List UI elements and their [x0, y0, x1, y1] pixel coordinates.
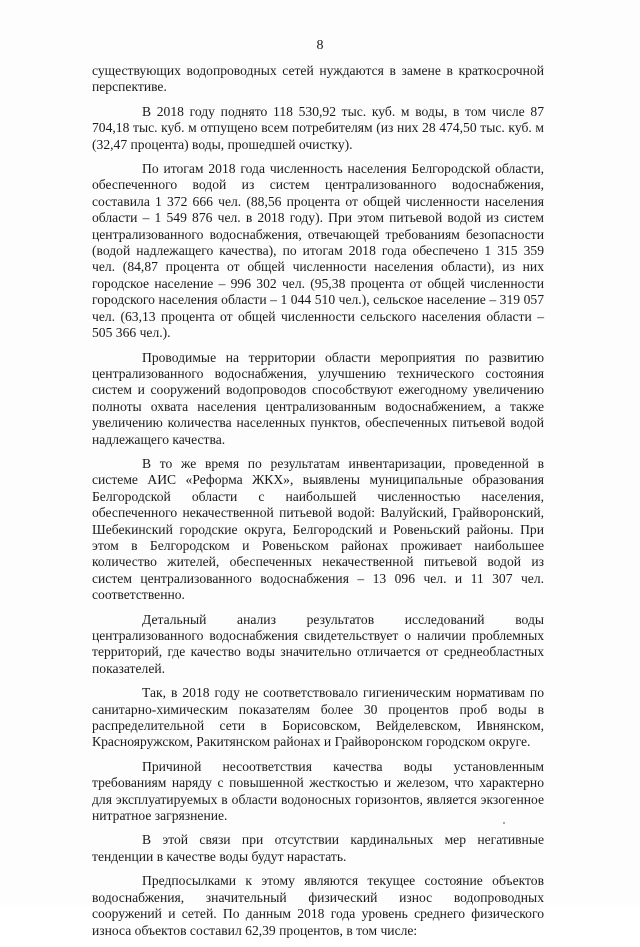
paragraph-causes: Причиной несоответствия качества воды установленным требованиям наряду с повышенной жесткостью и железом, что характерно для эксплуатируемых в области водоносных горизонтов, является экзогенное нитратное загрязнение. [92, 758, 544, 824]
document-body [92, 63, 544, 947]
paragraph-norms: Так, в 2018 году не соответствовало гигиеническим нормативам по санитарно-химическим показателям более 30 процентов проб воды в распределительной сети в Борисовском, Вейделевском, Ивнянском, Краснояружском, Ракитянском районах и Грайворонском городском округе. [92, 685, 544, 750]
paragraph-water-volume: В 2018 году поднято 118 530,92 тыс. куб. м воды, в том числе 87 704,18 тыс. куб. м отпущено всем потребителям (из них 28 474,50 тыс. куб. м (32,47 процента) воды, прошедшей очистку). [92, 103, 544, 152]
scan-speck [503, 822, 505, 824]
paragraph-trends: В этой связи при отсутствии кардинальных мер негативные тенденции в качестве воды будут нарастать. [92, 832, 544, 864]
paragraph-continuation: существующих водопроводных сетей нуждаются в замене в краткосрочной перспективе. [92, 63, 544, 95]
page-number: 8 [316, 38, 324, 53]
paragraph-analysis: Детальный анализ результатов исследований воды централизованного водоснабжения свидетельствует о наличии проблемных территорий, где качество воды значительно отличается от среднеобластных показателей. [92, 611, 544, 676]
paragraph-preconditions: Предпосылками к этому являются текущее состояние объектов водоснабжения, значительный физический износ водопроводных сооружений и сетей. По данным 2018 года уровень среднего физического износа объектов составил 62,39 процентов, в том числе: [92, 873, 544, 938]
paragraph-population-coverage: По итогам 2018 года численность населения Белгородской области, обеспеченного водой из систем централизованного водоснабжения, составила 1 372 666 чел. (88,56 процента от общей численности населения области – 1 549 876 чел. в 2018 году). При этом питьевой водой из систем централизованного водоснабжения, отвечающей требованиям безопасности (водой надлежащего качества), по итогам 2018 года обеспечено 1 315 359 чел. (84,87 процента от общей численности населения области), из них городское население – 996 302 чел. (95,38 процента от общей численности городского населения области – 1 044 510 чел.), сельское население – 319 057 чел. (63,13 процента от общей численности сельского населения области – 505 366 чел.). [92, 161, 544, 341]
paragraph-inventory: В то же время по результатам инвентаризации, проведенной в системе АИС «Реформа ЖКХ», выявлены муниципальные образования Белгородской области с наибольшей численностью населения, обеспеченного некачественной питьевой водой: Валуйский, Грайворонский, Шебекинский городские округа, Белгородский и Ровеньский районы. При этом в Белгородском и Ровеньском районах проживает наибольшее количество жителей, обеспеченных некачественной питьевой водой из систем централизованного водоснабжения – 13 096 чел. и 11 307 чел. соответственно. [92, 455, 544, 603]
paragraph-measures: Проводимые на территории области мероприятия по развитию централизованного водоснабжения, улучшению технического состояния систем и сооружений водопроводов способствуют ежегодному увеличению полноты охвата населения централизованным водоснабжением, а также увеличению количества населенных пунктов, обеспеченных питьевой водой надлежащего качества. [92, 349, 544, 447]
